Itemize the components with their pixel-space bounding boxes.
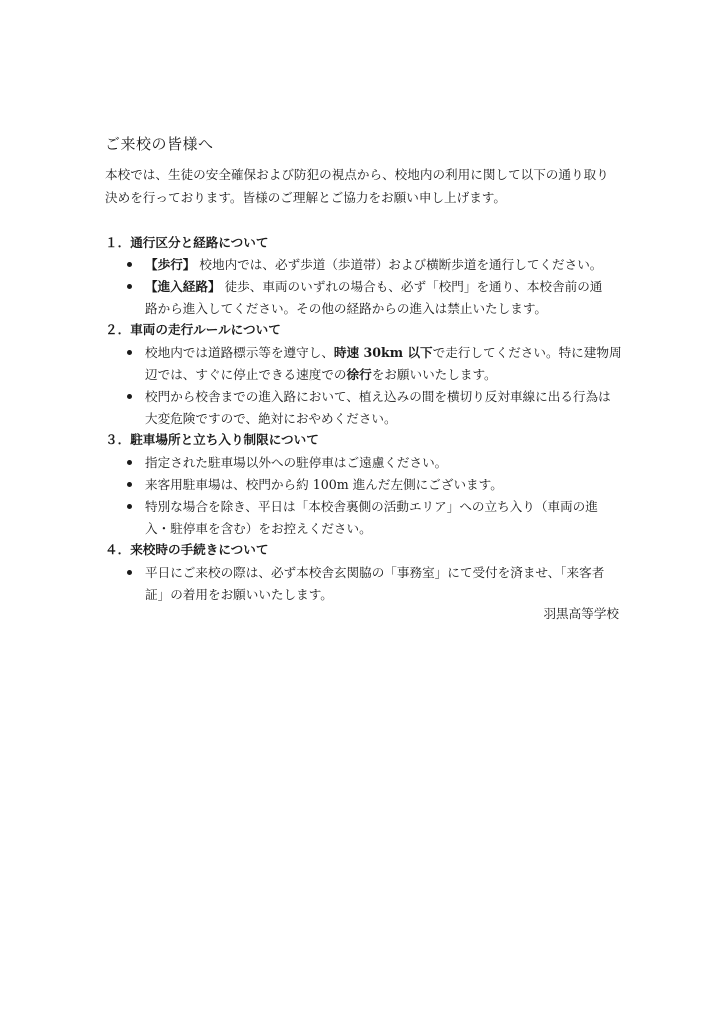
item-text-continued: 大変危険ですので、絶対におやめください。 xyxy=(145,411,397,426)
item-text: 特別な場合を除き、平日は「本校舎裏側の活動エリア」への立ち入り（車両の進 xyxy=(145,499,598,514)
item-text: 校地内では、必ず歩道（歩道帯）および横断歩道を通行してください。 xyxy=(199,257,603,272)
section-title-4: ４．来校時の手続きについて xyxy=(105,542,269,557)
bullet-icon xyxy=(127,350,132,355)
bullet-icon xyxy=(127,284,132,289)
item-text: 校地内では道路標示等を遵守し、 xyxy=(145,345,334,360)
item-text: 徒歩、車両のいずれの場合も、必ず「校門」を通り、本校舎前の通 xyxy=(224,279,603,294)
item-emphasis: 徐行 xyxy=(346,367,372,382)
bullet-icon xyxy=(127,262,132,267)
bullet-icon xyxy=(127,394,132,399)
bullet-icon xyxy=(127,504,132,509)
bullet-icon xyxy=(127,460,132,465)
bullet-icon xyxy=(127,482,132,487)
item-text-continued: 路から進入してください。その他の経路からの進入は禁止いたします。 xyxy=(145,301,547,316)
item-text-continued: 入・駐停車を含む）をお控えください。 xyxy=(145,521,372,536)
item-text: で走行してください。特に建物周 xyxy=(432,345,622,360)
greeting-heading: ご来校の皆様へ xyxy=(105,135,214,153)
section-title-2: ２．車両の走行ルールについて xyxy=(105,322,281,337)
item-text: 校門から校舎までの進入路において、植え込みの間を横切り反対車線に出る行為は xyxy=(145,389,611,404)
item-emphasis: 【進入経路】 xyxy=(145,279,221,294)
item-emphasis: 【歩行】 xyxy=(145,257,196,272)
section-title-1: １．通行区分と経路について xyxy=(105,235,269,250)
intro-paragraph xyxy=(105,163,625,209)
item-text: 来客用駐車場は、校門から約 100m 進んだ左側にございます。 xyxy=(145,477,503,492)
item-text-continued: 証」の着用をお願いいたします。 xyxy=(145,587,333,602)
item-text: をお願いいたします。 xyxy=(371,367,497,382)
item-text: 平日にご来校の際は、必ず本校舎玄関脇の「事務室」にて受付を済ませ、「来客者 xyxy=(145,565,605,580)
item-emphasis: 時速 30km 以下 xyxy=(333,345,433,360)
item-text: 指定された駐車場以外への駐停車はご遠慮ください。 xyxy=(145,455,448,470)
school-signature: 羽黒高等学校 xyxy=(543,606,619,621)
bullet-icon xyxy=(127,570,132,575)
intro-line: 本校では、生徒の安全確保および防犯の視点から、校地内の利用に関して以下の通り取り xyxy=(105,167,609,182)
intro-line: 決めを行っております。皆様のご理解とご協力をお願い申し上げます。 xyxy=(105,190,506,205)
item-text: 辺では、すぐに停止できる速度での xyxy=(145,367,347,382)
section-title-3: ３．駐車場所と立ち入り制限について xyxy=(105,432,319,447)
